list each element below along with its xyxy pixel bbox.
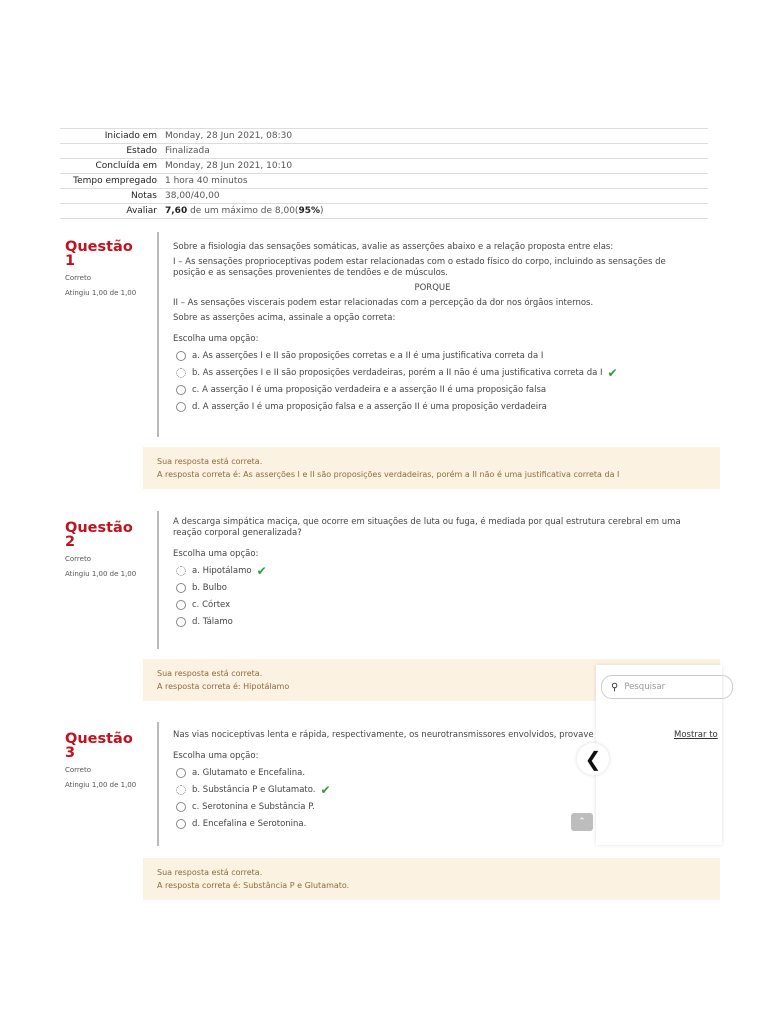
summary-label: Notas bbox=[60, 189, 161, 204]
question-body bbox=[157, 232, 692, 437]
search-input[interactable] bbox=[601, 675, 733, 699]
question-text: PORQUE bbox=[414, 283, 451, 293]
answer-option[interactable] bbox=[173, 381, 692, 398]
radio-button[interactable] bbox=[176, 351, 186, 361]
summary-label: Avaliar bbox=[60, 204, 161, 219]
answer-option-selected[interactable] bbox=[173, 364, 692, 381]
choose-label: Escolha uma opção: bbox=[173, 751, 259, 761]
question-info bbox=[65, 521, 145, 578]
radio-button[interactable] bbox=[176, 802, 186, 812]
question-state: Correto bbox=[65, 555, 91, 563]
radio-button[interactable] bbox=[176, 583, 186, 593]
summary-row bbox=[60, 204, 708, 219]
radio-button-selected[interactable] bbox=[176, 368, 186, 378]
option-label: c. Córtex bbox=[192, 599, 231, 610]
option-label: a. As asserções I e II são proposições corretas e a II é uma justificativa correta da I bbox=[192, 350, 544, 361]
radio-button-selected[interactable] bbox=[176, 785, 186, 795]
radio-button[interactable] bbox=[176, 617, 186, 627]
summary-row bbox=[60, 189, 708, 204]
correct-answer: A resposta correta é: As asserções I e II são proposições verdadeiras, porém a II não é uma justificativa correta da I bbox=[157, 470, 620, 479]
option-label: a. Glutamato e Encefalina. bbox=[192, 767, 306, 778]
chevron-up-icon[interactable]: ⌃ bbox=[571, 813, 593, 831]
choose-label: Escolha uma opção: bbox=[173, 549, 259, 559]
radio-button[interactable] bbox=[176, 768, 186, 778]
summary-row bbox=[60, 129, 708, 144]
answer-option[interactable] bbox=[173, 347, 692, 364]
quiz-navigation-panel bbox=[596, 665, 722, 845]
search-icon: ⚲ bbox=[611, 681, 619, 693]
check-icon: ✔ bbox=[320, 782, 331, 797]
question-grade: Atingiu 1,00 de 1,00 bbox=[65, 289, 137, 297]
attempt-summary bbox=[60, 128, 708, 219]
feedback-text: Sua resposta está correta. bbox=[157, 457, 263, 466]
correct-answer: A resposta correta é: Substância P e Glutamato. bbox=[157, 881, 350, 890]
answer-option-selected[interactable] bbox=[173, 562, 692, 579]
question-info bbox=[65, 240, 145, 297]
correct-answer: A resposta correta é: Hipotálamo bbox=[157, 682, 290, 691]
answer-option[interactable] bbox=[173, 596, 692, 613]
summary-row bbox=[60, 174, 708, 189]
question-number: Questão 3 bbox=[65, 731, 133, 761]
option-label: b. Substância P e Glutamato. bbox=[192, 784, 316, 795]
summary-value: Finalizada bbox=[161, 144, 708, 159]
option-label: c. Serotonina e Substância P. bbox=[192, 801, 315, 812]
question-body bbox=[157, 511, 692, 649]
option-label: d. A asserção I é uma proposição falsa e a asserção II é uma proposição verdadeira bbox=[192, 401, 547, 412]
check-icon: ✔ bbox=[607, 365, 618, 380]
question-number: Questão 1 bbox=[65, 239, 133, 269]
question-grade: Atingiu 1,00 de 1,00 bbox=[65, 570, 137, 578]
question-text: Sobre as asserções acima, assinale a opção correta: bbox=[173, 313, 396, 323]
show-all-link[interactable]: Mostrar to bbox=[674, 730, 718, 740]
summary-row bbox=[60, 144, 708, 159]
option-label: c. A asserção I é uma proposição verdadeira e a asserção II é uma proposição falsa bbox=[192, 384, 547, 395]
question-text: II – As sensações viscerais podem estar relacionadas com a percepção da dor nos órgãos internos. bbox=[173, 298, 594, 308]
answer-option[interactable] bbox=[173, 579, 692, 596]
question-text: I – As sensações proprioceptivas podem estar relacionadas com o estado físico do corpo, incluindo as sensações de posição e as sensações provenientes de tendões e de músculos. bbox=[173, 257, 666, 278]
question-text: A descarga simpática maciça, que ocorre em situações de luta ou fuga, é mediada por qual estrutura cerebral em uma reação corporal generalizada? bbox=[173, 517, 681, 538]
summary-label: Iniciado em bbox=[60, 129, 161, 144]
summary-label: Concluída em bbox=[60, 159, 161, 174]
feedback-text: Sua resposta está correta. bbox=[157, 669, 263, 678]
option-label: d. Tálamo bbox=[192, 616, 233, 627]
radio-button[interactable] bbox=[176, 385, 186, 395]
question-number: Questão 2 bbox=[65, 520, 133, 550]
question-text: Nas vias nociceptivas lenta e rápida, respectivamente, os neurotransmissores envolvidos, provave bbox=[173, 730, 594, 740]
question-state: Correto bbox=[65, 766, 91, 774]
summary-value: 38,00/40,00 bbox=[161, 189, 708, 204]
question-info bbox=[65, 732, 145, 789]
option-label: d. Encefalina e Serotonina. bbox=[192, 818, 307, 829]
check-icon: ✔ bbox=[256, 563, 267, 578]
summary-value: Monday, 28 Jun 2021, 08:30 bbox=[161, 129, 708, 144]
chevron-left-icon[interactable]: ❮ bbox=[577, 743, 609, 775]
summary-value: 1 hora 40 minutos bbox=[161, 174, 708, 189]
question-text: Sobre a fisiologia das sensações somáticas, avalie as asserções abaixo e a relação proposta entre elas: bbox=[173, 242, 614, 252]
feedback-text: Sua resposta está correta. bbox=[157, 868, 263, 877]
summary-value: Monday, 28 Jun 2021, 10:10 bbox=[161, 159, 708, 174]
option-label: b. Bulbo bbox=[192, 582, 227, 593]
radio-button-selected[interactable] bbox=[176, 566, 186, 576]
radio-button[interactable] bbox=[176, 819, 186, 829]
grade-text: de um máximo de 8,00( bbox=[187, 206, 299, 216]
answer-option[interactable] bbox=[173, 398, 692, 415]
summary-label: Tempo empregado bbox=[60, 174, 161, 189]
grade-percent: 95% bbox=[298, 206, 320, 216]
question-grade: Atingiu 1,00 de 1,00 bbox=[65, 781, 137, 789]
answer-option[interactable] bbox=[173, 613, 692, 630]
feedback-box bbox=[143, 447, 720, 489]
summary-label: Estado bbox=[60, 144, 161, 159]
search-placeholder: Pesquisar bbox=[624, 682, 666, 692]
option-label: b. As asserções I e II são proposições verdadeiras, porém a II não é uma justificativa correta da I bbox=[192, 367, 603, 378]
choose-label: Escolha uma opção: bbox=[173, 334, 259, 344]
radio-button[interactable] bbox=[176, 600, 186, 610]
summary-row bbox=[60, 159, 708, 174]
feedback-box bbox=[143, 858, 720, 900]
radio-button[interactable] bbox=[176, 402, 186, 412]
grade-text-end: ) bbox=[319, 206, 324, 216]
grade-score: 7,60 bbox=[165, 206, 188, 216]
summary-grade bbox=[161, 204, 708, 219]
question-state: Correto bbox=[65, 274, 91, 282]
option-label: a. Hipotálamo bbox=[192, 565, 252, 576]
